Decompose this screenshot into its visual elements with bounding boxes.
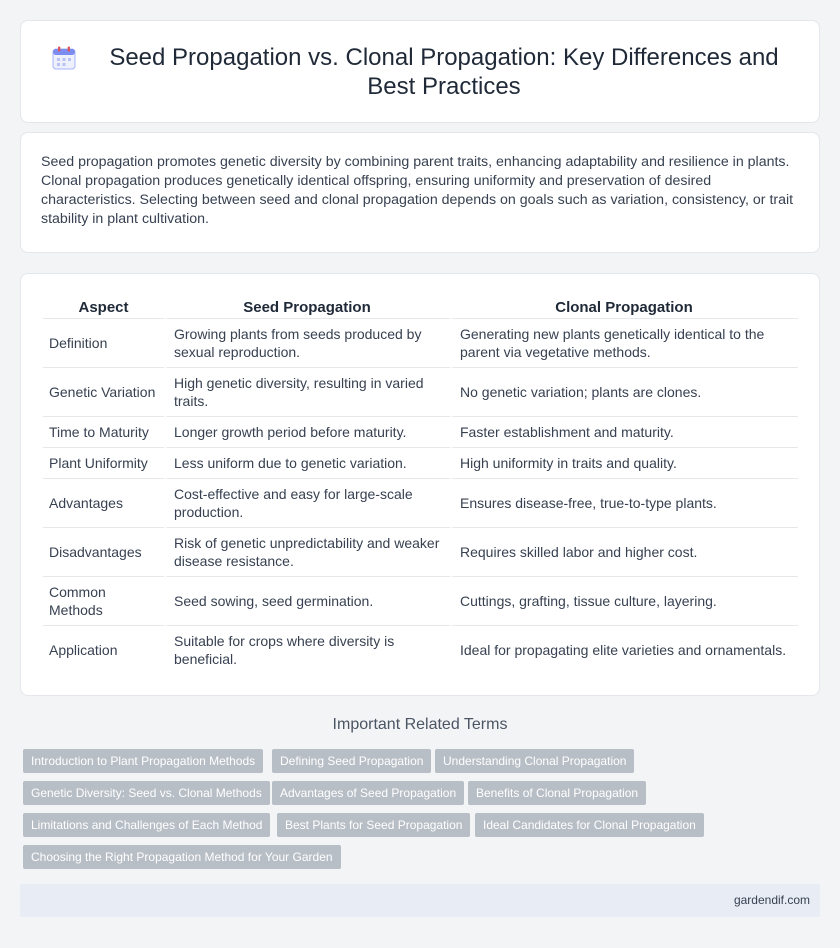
related-tag[interactable]: Best Plants for Seed Propagation — [277, 813, 470, 837]
related-tag[interactable]: Benefits of Clonal Propagation — [468, 781, 646, 805]
table-cell-clonal: Ideal for propagating elite varieties and ornamentals. — [450, 625, 798, 674]
table-cell-aspect: Advantages — [43, 478, 164, 527]
table-cell-clonal: Generating new plants genetically identical to the parent via vegetative methods. — [450, 318, 798, 367]
table-cell-aspect: Application — [43, 625, 164, 674]
table-cell-seed: Cost-effective and easy for large-scale production. — [164, 478, 450, 527]
related-tag[interactable]: Introduction to Plant Propagation Methods — [23, 749, 263, 773]
table-cell-seed: Risk of genetic unpredictability and weaker disease resistance. — [164, 527, 450, 576]
table-row — [43, 576, 798, 625]
table-cell-clonal: Ensures disease-free, true-to-type plants. — [450, 478, 798, 527]
related-terms-title: Important Related Terms — [332, 716, 508, 733]
related-tag[interactable]: Choosing the Right Propagation Method for Your Garden — [23, 845, 341, 869]
header-card — [20, 20, 820, 123]
page-title: Seed Propagation vs. Clonal Propagation: Key Differences and Best Practices — [109, 43, 779, 100]
table-cell-clonal: Faster establishment and maturity. — [450, 416, 798, 447]
table-row — [43, 318, 798, 367]
table-cell-seed: Longer growth period before maturity. — [164, 416, 450, 447]
table-row — [43, 416, 798, 447]
table-cell-seed: Growing plants from seeds produced by sexual reproduction. — [164, 318, 450, 367]
table-cell-clonal: Cuttings, grafting, tissue culture, layering. — [450, 576, 798, 625]
table-cell-aspect: Definition — [43, 318, 164, 367]
table-cell-clonal: Requires skilled labor and higher cost. — [450, 527, 798, 576]
table-cell-seed: Less uniform due to genetic variation. — [164, 447, 450, 478]
table-cell-seed: High genetic diversity, resulting in varied traits. — [164, 367, 450, 416]
table-header-row — [43, 296, 798, 318]
table-row — [43, 367, 798, 416]
header-aspect: Aspect — [78, 299, 129, 316]
table-cell-aspect: Common Methods — [43, 576, 164, 625]
related-tag[interactable]: Defining Seed Propagation — [272, 749, 431, 773]
table-row — [43, 527, 798, 576]
header-seed-propagation: Seed Propagation — [243, 299, 371, 316]
table-cell-seed: Seed sowing, seed germination. — [164, 576, 450, 625]
related-tag[interactable]: Advantages of Seed Propagation — [272, 781, 464, 805]
table-cell-clonal: No genetic variation; plants are clones. — [450, 367, 798, 416]
table-row — [43, 447, 798, 478]
calendar-icon — [51, 45, 77, 71]
related-tag[interactable]: Genetic Diversity: Seed vs. Clonal Methods — [23, 781, 270, 805]
table-row — [43, 478, 798, 527]
comparison-table-card — [20, 273, 820, 696]
table-cell-aspect: Plant Uniformity — [43, 447, 164, 478]
table-cell-aspect: Genetic Variation — [43, 367, 164, 416]
table-cell-aspect: Time to Maturity — [43, 416, 164, 447]
intro-paragraph: Seed propagation promotes genetic diversity by combining parent traits, enhancing adaptability and resilience in plants. Clonal propagation produces genetically identical offspring, ensuring uniformity and preservation of desired characteristics. Selecting between seed and clonal propagation depends on goals such as variation, consistency, or trait stability in plant cultivation. — [41, 154, 794, 227]
intro-card — [20, 132, 820, 253]
header-clonal-propagation: Clonal Propagation — [555, 299, 693, 316]
related-tag[interactable]: Limitations and Challenges of Each Method — [23, 813, 270, 837]
table-row — [43, 625, 798, 674]
table-cell-aspect: Disadvantages — [43, 527, 164, 576]
footer — [20, 884, 820, 917]
table-cell-clonal: High uniformity in traits and quality. — [450, 447, 798, 478]
related-tag[interactable]: Ideal Candidates for Clonal Propagation — [475, 813, 704, 837]
table-cell-seed: Suitable for crops where diversity is beneficial. — [164, 625, 450, 674]
comparison-table — [43, 296, 798, 674]
footer-site-link[interactable]: gardendif.com — [733, 893, 810, 907]
related-tag[interactable]: Understanding Clonal Propagation — [435, 749, 634, 773]
